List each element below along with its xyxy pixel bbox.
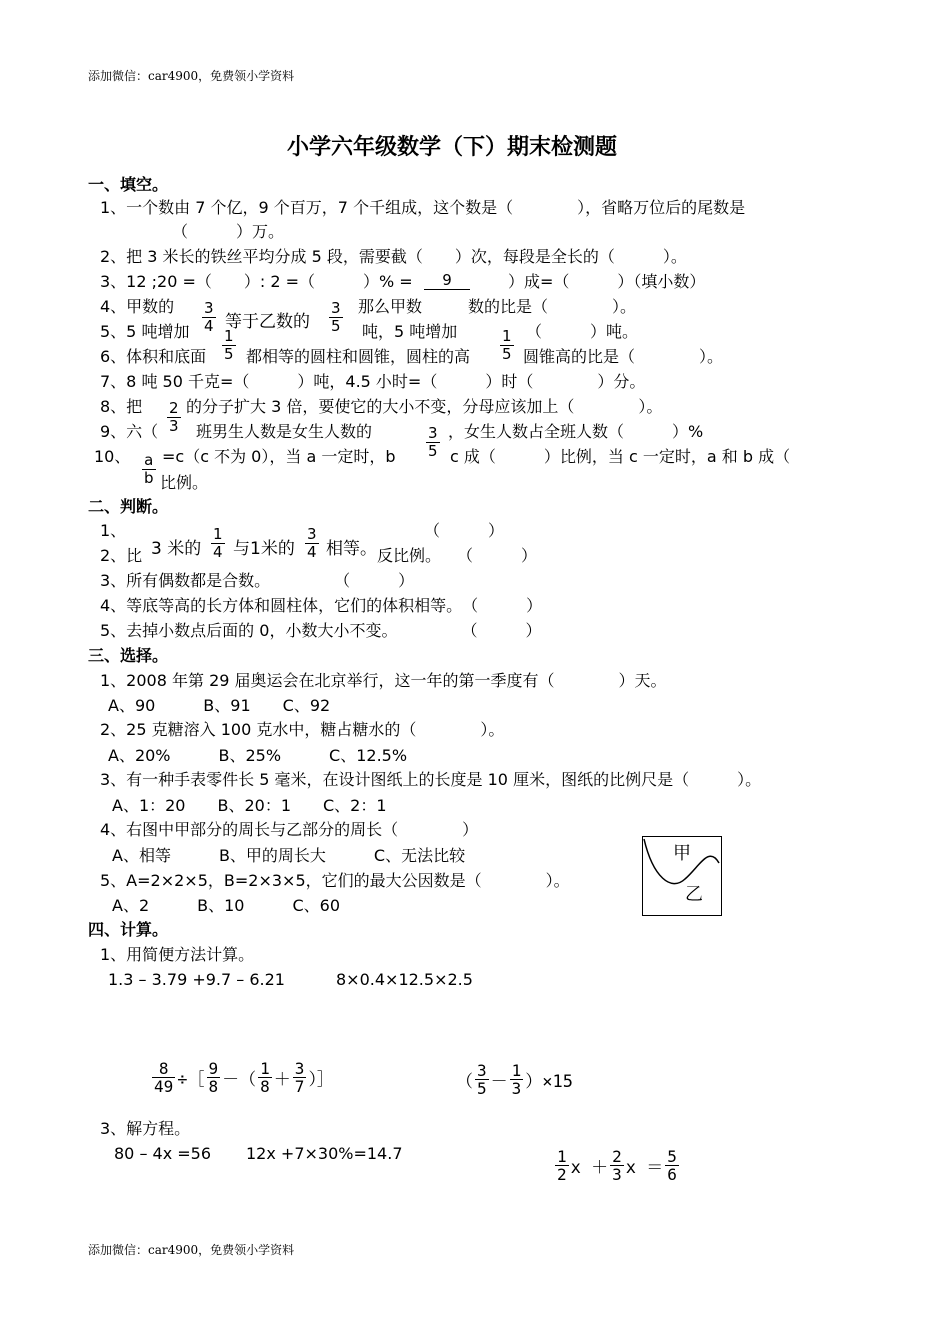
denominator: 5 <box>428 442 438 460</box>
judge-q4: 4、等底等高的长方体和圆柱体，它们的体积相等。 （ ） <box>100 596 543 615</box>
fill-q3-part2: ）成=（ ）（填小数） <box>508 272 706 291</box>
operator: ＋ <box>273 1070 291 1090</box>
fill-q5-part1: 5、5 吨增加 <box>100 322 190 341</box>
fill-q10-part1: 10、 <box>94 447 131 466</box>
denominator: 49 <box>154 1077 174 1096</box>
fill-q6-part2: 都相等的圆柱和圆锥，圆柱的高 <box>246 347 471 366</box>
fraction-1-8 <box>258 1060 272 1095</box>
numerator: 3 <box>331 299 341 317</box>
fill-q4-fraction-3-4 <box>202 300 216 335</box>
judge-q1-answer-paren: （ ） <box>424 521 505 540</box>
numerator: 5 <box>667 1147 677 1166</box>
fill-q4-part2: 那么甲数 <box>358 297 423 316</box>
region-label-jia: 甲 <box>673 843 691 864</box>
fraction-9-8 <box>207 1060 221 1095</box>
fill-q9-fraction-3-5 <box>426 425 440 460</box>
operator: x ＝ <box>625 1158 664 1178</box>
judge-q2-part1: 2、比 <box>100 546 143 565</box>
fill-q5-part2: 吨，5 吨增加 <box>362 322 458 341</box>
choice-q3-options: A、1：20 B、20：1 C、2：1 <box>112 796 387 815</box>
judge-q1-fraction-3-4 <box>305 526 319 561</box>
fill-q1-line1: 1、一个数由 7 个亿，9 个百万，7 个千组成，这个数是（ ），省略万位后的尾数是 <box>100 198 746 217</box>
numerator: 3 <box>204 299 214 317</box>
choice-q2: 2、25 克糖溶入 100 克水中，糖占糖水的（ ）。 <box>100 720 505 739</box>
fill-q1-line2: （ ）万。 <box>172 222 285 241</box>
fraction-8-49 <box>152 1060 175 1095</box>
numerator: 9 <box>208 1059 219 1078</box>
fill-q10-part3: c 成（ ）比例，当 c 一定时，a 和 b 成（ <box>450 447 791 466</box>
operator: ）］ <box>308 1070 334 1090</box>
fill-q4-fraction-3-5 <box>329 300 343 335</box>
denominator: 5 <box>477 1079 487 1098</box>
judge-q3: 3、所有偶数都是合数。 （ ） <box>100 571 415 590</box>
denominator: 8 <box>208 1077 219 1096</box>
fraction-3-7 <box>293 1060 307 1095</box>
denominator: 5 <box>502 345 512 363</box>
numerator: 8 <box>158 1059 169 1078</box>
choice-q5-options: A、2 B、10 C、60 <box>112 896 340 915</box>
section-heading-fill: 一、填空。 <box>88 175 169 194</box>
judge-q2-part2: 反比例。 （ ） <box>377 546 538 565</box>
fill-q5-part3: （ ）吨。 <box>526 322 639 341</box>
numerator: 1 <box>213 525 223 543</box>
fill-q8-part1: 8、把 <box>100 397 143 416</box>
denominator: b <box>144 469 154 487</box>
page-header: 添加微信：car4900，免费领小学资料 <box>88 69 295 83</box>
denominator: 4 <box>204 317 214 335</box>
fraction-5-6 <box>665 1148 679 1183</box>
calc-expr-1: 1.3 – 3.79 +9.7 – 6.21 <box>108 970 285 989</box>
choice-q3: 3、有一种手表零件长 5 毫米，在设计图纸上的长度是 10 厘米，图纸的比例尺是（ ）。 <box>100 770 762 789</box>
numerator: 1 <box>511 1061 522 1080</box>
denominator: 5 <box>331 317 341 335</box>
equation-1: 80 – 4x =56 <box>114 1144 212 1163</box>
denominator: 3 <box>511 1079 522 1098</box>
judge-q1-fraction-1-4 <box>211 526 225 561</box>
operator: x ＋ <box>570 1158 609 1178</box>
choice-q1: 1、2008 年第 29 届奥运会在北京举行，这一年的第一季度有（ ）天。 <box>100 671 667 690</box>
denominator: 4 <box>213 543 223 561</box>
judge-q5: 5、去掉小数点后面的 0，小数大小不变。 （ ） <box>100 621 542 640</box>
section-heading-calc: 四、计算。 <box>88 920 169 939</box>
fraction-1-2 <box>555 1148 569 1183</box>
choice-q4-options: A、相等 B、甲的周长大 C、无法比较 <box>112 846 466 865</box>
fill-q10-part2: =c（c 不为 0），当 a 一定时，b <box>162 447 396 466</box>
fill-q6-part1: 6、体积和底面 <box>100 347 207 366</box>
fill-q6-part3: 圆锥高的比是（ ）。 <box>523 347 724 366</box>
fill-q10-part4: 比例。 <box>160 473 209 492</box>
numerator: 3 <box>294 1059 305 1078</box>
fill-q3-fraction <box>424 272 470 290</box>
calc-sub3: 3、解方程。 <box>100 1119 191 1138</box>
denominator: 6 <box>667 1165 677 1184</box>
denominator: 7 <box>294 1077 305 1096</box>
numerator: 1 <box>557 1147 567 1166</box>
judge-q1-pasted-text-a: 3 米的 <box>151 539 202 559</box>
judge-q1-pasted-text-b: 与1米的 <box>233 539 295 559</box>
numerator: 1 <box>502 327 512 345</box>
fraction-bar <box>424 289 470 290</box>
page-footer: 添加微信：car4900，免费领小学资料 <box>88 1243 295 1257</box>
section-heading-choice: 三、选择。 <box>88 646 169 665</box>
fill-q7: 7、8 吨 50 千克=（ ）吨，4.5 小时=（ ）时（ ）分。 <box>100 372 646 391</box>
fill-q4-part1: 4、甲数的 <box>100 297 175 316</box>
fill-q3-numerator: 9 <box>442 271 452 289</box>
denominator: 5 <box>224 345 234 363</box>
fill-q10-fraction-a-b <box>142 452 156 487</box>
fill-q8-part2: 的分子扩大 3 倍，要使它的大小不变，分母应该加上（ ）。 <box>186 397 663 416</box>
choice-q2-options: A、20% B、25% C、12.5% <box>108 746 408 765</box>
calc-sub1: 1、用简便方法计算。 <box>100 945 255 964</box>
denominator: 4 <box>307 543 317 561</box>
numerator: a <box>144 451 154 469</box>
fill-q5-fraction-1-5 <box>222 328 236 363</box>
numerator: 2 <box>169 399 179 417</box>
fill-q9-part1: 9、六（ <box>100 422 159 441</box>
page-title: 小学六年级数学（下）期末检测题 <box>287 135 618 160</box>
equation-3 <box>553 1148 681 1183</box>
fill-q4-pasted-text: 等于乙数的 <box>225 312 310 332</box>
choice-q5: 5、A=2×2×5，B=2×3×5，它们的最大公因数是（ ）。 <box>100 871 570 890</box>
operator: －（ <box>222 1070 257 1090</box>
denominator: 3 <box>612 1165 622 1184</box>
calc-expr-4 <box>456 1062 573 1097</box>
numerator: 3 <box>477 1061 487 1080</box>
perimeter-figure <box>642 836 722 916</box>
choice-q4: 4、右图中甲部分的周长与乙部分的周长（ ） <box>100 820 479 839</box>
calc-expr-2: 8×0.4×12.5×2.5 <box>336 970 473 989</box>
fill-q9-part3: ，女生人数占全班人数（ ）% <box>448 422 704 441</box>
numerator: 3 <box>428 424 438 442</box>
region-label-yi: 乙 <box>685 884 703 905</box>
numerator: 3 <box>307 525 317 543</box>
choice-q1-options: A、90 B、91 C、92 <box>108 696 331 715</box>
operator: ）×15 <box>525 1072 573 1092</box>
fill-q8-fraction-2-3 <box>167 400 181 435</box>
section-heading-judge: 二、判断。 <box>88 497 169 516</box>
numerator: 2 <box>612 1147 622 1166</box>
operator: （ <box>456 1072 473 1092</box>
fraction-2-3 <box>610 1148 624 1183</box>
fraction-3-5 <box>475 1062 489 1097</box>
fill-q4-part3: 数的比是（ ）。 <box>468 297 637 316</box>
denominator: 8 <box>260 1077 270 1096</box>
judge-q1-pasted-text-c: 相等。 <box>326 539 377 559</box>
fill-q9-part2: 班男生人数是女生人数的 <box>196 422 373 441</box>
denominator: 3 <box>169 417 179 435</box>
operator: ÷［ <box>177 1070 205 1090</box>
numerator: 1 <box>260 1059 270 1078</box>
numerator: 1 <box>224 327 234 345</box>
denominator: 2 <box>557 1165 567 1184</box>
fill-q2: 2、把 3 米长的铁丝平均分成 5 段，需要截（ ）次，每段是全长的（ ）。 <box>100 247 687 266</box>
fraction-1-3 <box>510 1062 524 1097</box>
equation-2: 12x +7×30%=14.7 <box>246 1144 403 1163</box>
fill-q5-fraction-1-5b <box>500 328 514 363</box>
calc-expr-3 <box>150 1060 334 1095</box>
operator: － <box>490 1072 508 1092</box>
fill-q3-part1: 3、12 ;20 =（ ）: 2 =（ ）% = <box>100 272 413 291</box>
judge-q1-number: 1、 <box>100 521 127 540</box>
